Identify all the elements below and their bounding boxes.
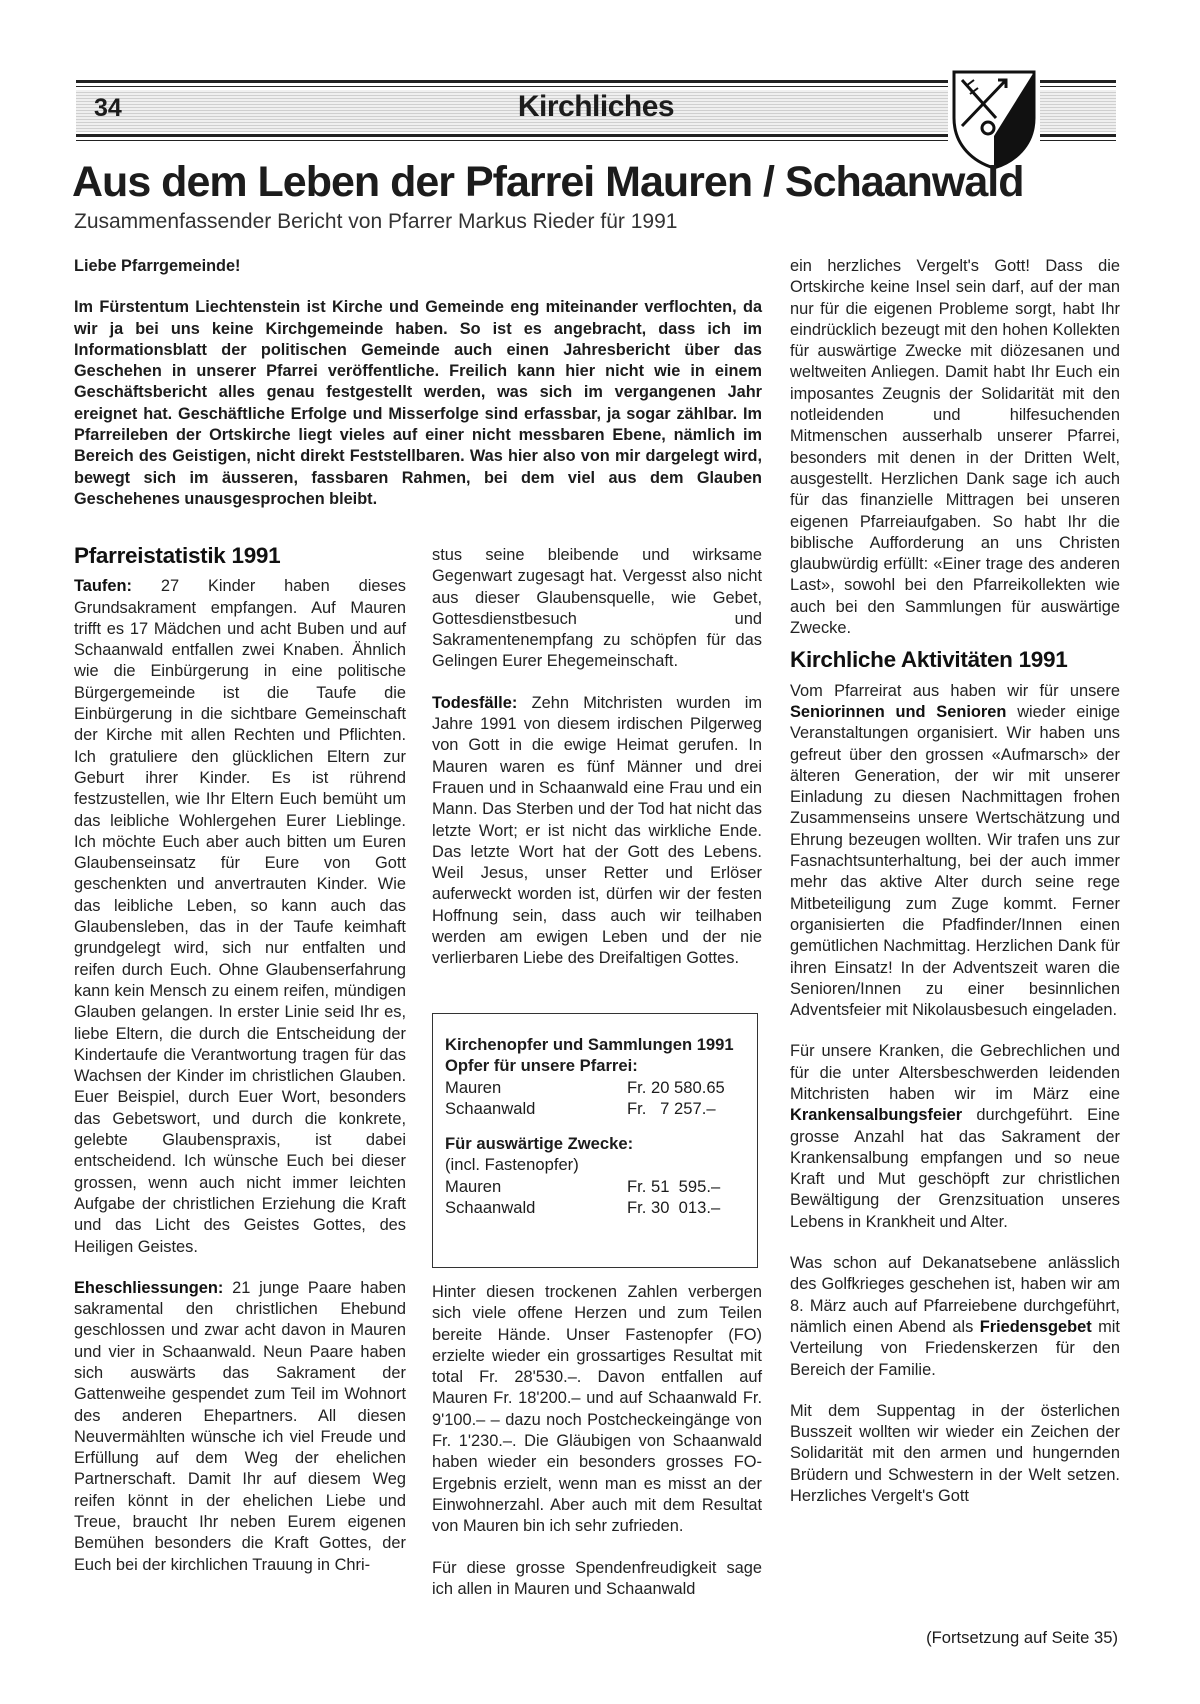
activities-heading: Kirchliche Aktivitäten 1991 bbox=[790, 647, 1068, 673]
bold-text: Seniorinnen und Senioren bbox=[790, 702, 1007, 721]
activities-p2 bbox=[790, 1041, 1120, 1233]
activities-p3 bbox=[790, 1253, 1120, 1381]
after-box-text: Hinter diesen trockenen Zahlen verbergen sich viele offene Herzen und zum Teilen bereite Hände. Unser Fastenopfer (FO) erzielte wieder ein grossartiges Resultat mit total Fr. 28'530.–. Davon entfallen auf Mauren Fr. 18'200.– und auf Schaanwald Fr. 9'100.– – dazu noch Postcheckeingänge von Fr. 1'230.–. Die Gläubigen von Schaanwald haben wieder ein besonders grosses FO-Ergebnis erzielt, wenn man es misst an der Einwohnerzahl. Aber auch mit dem Resultat von Mauren bin ich sehr zufrieden. bbox=[432, 1283, 762, 1536]
text: mit Verteilung von Friedenskerzen für den Bereich der Familie. bbox=[790, 1317, 1120, 1379]
box-note: (incl. Fastenopfer) bbox=[445, 1155, 579, 1175]
table-row bbox=[445, 1077, 745, 1098]
intro bbox=[74, 256, 762, 510]
tod-label: Todesfälle: bbox=[432, 693, 518, 712]
row-place: Schaanwald bbox=[445, 1198, 536, 1218]
continuation-note: (Fortsetzung auf Seite 35) bbox=[926, 1628, 1118, 1647]
column-1 bbox=[74, 545, 406, 1576]
text: Vom Pfarreirat aus haben wir für unsere bbox=[790, 681, 1120, 700]
col2-end-text: Für diese grosse Spendenfreudigkeit sage ich allen in Mauren und Schaanwald bbox=[432, 1558, 762, 1598]
page-header bbox=[76, 80, 1116, 146]
row-place: Mauren bbox=[445, 1077, 502, 1097]
taufen-text: 27 Kinder haben dieses Grundsakrament empfangen. Auf Mauren trifft es 17 Mädchen und acht Buben und auf Schaanwald entfallen zwei Knaben. Ähnlich wie die Einbürgerung in eine politische Bürgergemeinde ist die Taufe die Einbürgerung in die sichtbare Gemeinschaft der Kirche mit allen Rechten und Pflichten. Ich gratuliere den glücklichen Eltern zur Geburt ihrer Kinder. Es ist rührend festzustellen, wie Ihr Eltern Euch bemüht um das leibliche Wohlergehen Eurer Lieblinge. Ich möchte Euch aber auch bitten um Euren Glaubenseinsatz für Eure von Gott geschenkten und anvertrauten Kinder. Wie das leibliche Leben, so kann auch das Glaubensleben, das in der Taufe keimhaft grundgelegt wird, sich nur entfalten und reifen durch Euch. Ohne Glaubenserfahrung kann kein Mensch zu einem reifen, mündigen Glauben gelangen. In erster Linie seid Ihr es, liebe Eltern, die durch die Entscheidung der Kindertaufe die Verantwortung tragen für das Wachsen der Kinder im christlichen Glauben. Euer Beispiel, durch Euer Wort, besonders das Gebetswort, und durch die konkrete, gelebte Glaubenspraxis, ist dabei entscheidend. Ich wünsche Euch bei dieser grossen, wenn auch nicht immer leichten Aufgabe der christlichen Erziehung die Kraft und das Licht des Geistes Gottes, des Heiligen Geistes. bbox=[74, 577, 406, 1256]
box-heading: Kirchenopfer und Sammlungen 1991 bbox=[445, 1035, 734, 1054]
bold-text: Friedensgebet bbox=[979, 1317, 1092, 1336]
stats-heading: Pfarreistatistik 1991 bbox=[74, 543, 281, 568]
taufen-label: Taufen: bbox=[74, 577, 132, 596]
bold-text: Krankensalbungsfeier bbox=[790, 1106, 963, 1125]
row-amount: Fr. 7 257.– bbox=[627, 1098, 716, 1118]
ehe-continued: stus seine bleibende und wirksame Gegenwart zugesagt hat. Vergesst also nicht aus dieser Glaubensquelle, wie Gebet, Gottesdienstbesuch und Sakramentenempfang zu schöpfen für das Gelingen Eurer Ehegemeinschaft. bbox=[432, 546, 762, 671]
tod-paragraph bbox=[432, 693, 762, 970]
article-title: Aus dem Leben der Pfarrei Mauren / Schaanwald bbox=[72, 158, 1024, 206]
page-number: 34 bbox=[94, 94, 122, 122]
greeting: Liebe Pfarrgemeinde! bbox=[74, 257, 241, 275]
column-2-lower bbox=[432, 1282, 762, 1600]
column-2 bbox=[432, 545, 762, 970]
ehe-label: Eheschliessungen: bbox=[74, 1278, 224, 1297]
text: Was schon auf Dekanatsebene anlässlich des Golfkrieges geschehen ist, haben wir am 8. März auch auf Pfarreiebene durchgeführt, nämlich einen Abend als bbox=[790, 1254, 1120, 1336]
donations-box bbox=[432, 1013, 758, 1268]
row-place: Mauren bbox=[445, 1176, 502, 1196]
table-row bbox=[445, 1197, 745, 1218]
box-subheading: Für auswärtige Zwecke: bbox=[445, 1134, 634, 1154]
ehe-paragraph bbox=[74, 1278, 406, 1576]
row-amount: Fr. 20 580.65 bbox=[627, 1077, 725, 1097]
article-subtitle: Zusammenfassender Bericht von Pfarrer Markus Rieder für 1991 bbox=[74, 210, 678, 233]
row-amount: Fr. 30 013.– bbox=[627, 1198, 721, 1218]
section-title: Kirchliches bbox=[517, 90, 675, 123]
text: wieder einige Veranstaltungen organisiert. Wir haben uns gefreut über den grossen «Aufmarsch» der älteren Generation, der wir mit unserer Einladung zu diesen Nachmittagen frohen Zusammenseins unsere Wertschätzung und Ehrung bezeugen wollten. Wir trafen uns zur Fasnachtsunterhaltung, bei der auch immer mehr das aktive Alter durch seine rege Mitbeteiligung zum Zuge kommt. Ferner organisierten die Pfadfinder/Innen einen gemütlichen Nachmittag. Herzlichen Dank für ihren Einsatz! In der Adventszeit waren die Senioren/Innen zu einer besinnlichen Adventsfeier mit Nikolausbesuch eingeladen. bbox=[790, 702, 1120, 1020]
row-amount: Fr. 51 595.– bbox=[627, 1176, 721, 1196]
box-subheading: Opfer für unsere Pfarrei: bbox=[445, 1056, 638, 1076]
text: Für unsere Kranken, die Gebrechlichen und für die unter Altersbeschwerden leidenden Mitchristen haben wir im März eine bbox=[790, 1042, 1120, 1103]
table-row bbox=[445, 1098, 745, 1119]
table-row bbox=[445, 1176, 745, 1197]
activities-p1 bbox=[790, 681, 1120, 1022]
tod-text: Zehn Mitchristen wurden im Jahre 1991 von diesem irdischen Pilgerweg von Gott in die ewige Heimat gerufen. In Mauren waren es fünf Männer und drei Frauen und in Schaanwald eine Frau und ein Mann. Das Sterben und der Tod hat nicht das letzte Wort; er ist nicht das wirkliche Ende. Das letzte Wort hat der Gott des Lebens. Weil Jesus, unser Retter und Erlöser auferweckt worden ist, dürfen wir der festen Hoffnung sein, dass auch wir teilhaben werden am ewigen Leben und der nie verlierbaren Liebe des Dreifaltigen Gottes. bbox=[432, 693, 762, 968]
text: durchgeführt. Eine grosse Anzahl hat das Sakrament der Krankensalbung empfangen und so neue Kraft und Mut geschöpft zur christlichen Bewältigung der Grenzsituation unseres Lebens in Krankheit und Alter. bbox=[790, 1106, 1120, 1231]
col3-start-text: ein herzliches Vergelt's Gott! Dass die Ortskirche keine Insel sein darf, auf der man nur für die eigenen Probleme sorgt, habt Ihr eindrücklich bezeugt mit den hohen Kollekten für auswärtige Zwecke mit diözesanen und weltweiten Anliegen. Damit habt Ihr Euch ein imposantes Zeugnis der Solidarität mit den notleidenden und hilfesuchenden Mitmenschen ausserhalb unserer Pfarrei, besonders mit denen in der Dritten Welt, ausgestellt. Herzlichen Dank sage ich auch für das finanzielle Mittragen bei unseren eigenen Pfarreiaufgaben. So habt Ihr die biblische Aufforderung an uns Christen glaubwürdig erfüllt: «Einer trage des anderen Last», sowohl bei den Pfarreikollekten wie auch bei den Sammlungen für auswärtige Zwecke. bbox=[790, 257, 1120, 638]
activities-p4: Mit dem Suppentag in der österlichen Busszeit wollten wir wieder ein Zeichen der Solidarität mit den armen und hungernden Brüdern und Schwestern in der Welt setzen. Herzliches Vergelt's Gott bbox=[790, 1401, 1120, 1506]
parish-crest-icon bbox=[948, 66, 1040, 172]
row-place: Schaanwald bbox=[445, 1098, 536, 1118]
ehe-text: 21 junge Paare haben sakramental den christlichen Ehebund geschlossen und zwar acht davon in Mauren und vier in Schaanwald. Neun Paare haben sich auswärts das Sakrament der Gattenweihe gespendet zum Teil im Wohnort des anderen Ehepartners. All diesen Neuvermählten wünsche ich viel Freude und Erfüllung auf dem Weg der ehelichen Partnerschaft. Damit Ihr auf diesem Weg reifen könnt in der ehelichen Liebe und Treue, braucht Ihr neben Eurem eigenen Bemühen besonders die Kraft Gottes, der Euch bei der kirchlichen Trauung in Chri- bbox=[74, 1278, 406, 1574]
taufen-paragraph bbox=[74, 576, 406, 1258]
column-3 bbox=[790, 256, 1120, 1507]
intro-text: Im Fürstentum Liechtenstein ist Kirche und Gemeinde eng miteinander verflochten, da wir ja bei uns keine Kirchgemeinde haben. So ist es angebracht, dass ich im Informationsblatt der politischen Gemeinde auch einen Jahresbericht über das Geschehen in unserer Pfarrei veröffentliche. Freilich kann hier nicht wie in einem Geschäftsbericht alles genau festgestellt werden, was sich im vergangenen Jahr ereignet hat. Geschäftliche Erfolge und Misserfolge sind erfassbar, ja sogar zählbar. Im Pfarreileben der Ortskirche liegt vieles auf einer nicht messbaren Ebene, nämlich im Bereich des Geistigen, nicht direkt Feststellbaren. Was hier also von mir dargelegt wird, bewegt sich im äusseren, fassbaren Rahmen, bei dem viel aus dem Glauben Geschehenes unausgesprochen bleibt. bbox=[74, 298, 762, 508]
